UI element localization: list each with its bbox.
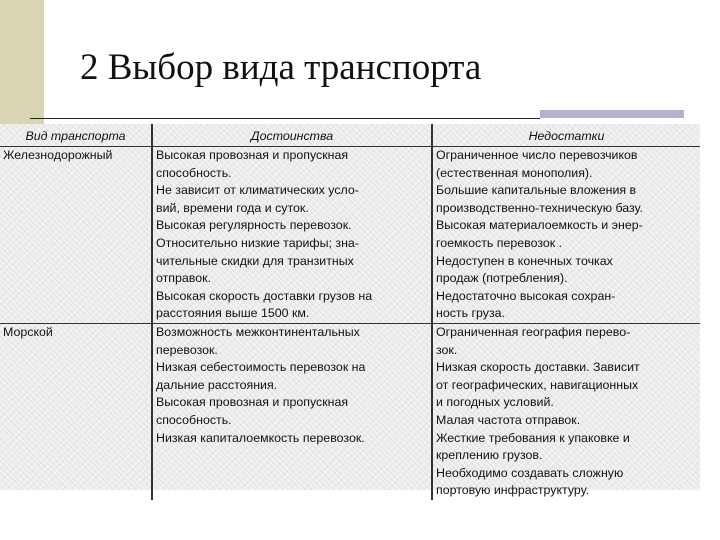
advantage-line: способность. [156,412,232,427]
disadvantage-line: Недоступен в конечных точках [436,253,613,268]
decorative-accent-bar [540,110,684,118]
disadvantage-line: Жесткие требования к упаковке и [436,430,630,445]
disadvantage-line: от географических, навигационных [436,377,639,392]
advantage-line: отправок. [156,271,211,286]
disadvantage-line: Большие капитальные вложения в [436,183,637,198]
advantage-line: расстояния выше 1500 км. [156,306,310,321]
transport-comparison-table [0,124,700,500]
comparison-table-scan [0,124,700,498]
disadvantages-cell [432,323,700,499]
disadvantage-line: креплению грузов. [436,448,543,463]
disadvantage-line: портовую инфраструктуру. [436,483,590,498]
disadvantage-line: Необходимо создавать сложную [436,465,624,480]
table-header-row [0,124,700,147]
disadvantage-line: продаж (потребления). [436,271,568,286]
header-advantages: Достоинства [152,124,432,147]
advantage-line: Низкая капиталоемкость перевозок. [156,430,365,445]
advantage-line: Не зависит от климатических усло- [156,183,359,198]
disadvantage-line: Недостаточно высокая сохран- [436,288,616,303]
disadvantage-line: зок. [436,342,458,357]
disadvantage-line: (естественная монополия). [436,165,593,180]
advantage-line: Высокая провозная и пропускная [156,395,349,410]
transport-type-cell [0,323,152,499]
header-disadvantages: Недостатки [432,124,700,147]
transport-type-label: Морской [3,324,53,339]
disadvantage-line: Низкая скорость доставки. Зависит [436,360,640,375]
transport-type-cell [0,147,152,324]
disadvantage-line: Ограниченная география перево- [436,324,631,339]
disadvantages-cell [432,147,700,324]
slide-title: 2 Выбор вида транспорта [80,47,482,88]
disadvantage-line: производственно-техническую базу. [436,200,643,215]
disadvantage-line: Высокая материалоемкость и энер- [436,218,643,233]
advantage-line: перевозок. [156,342,218,357]
table-row [0,147,700,324]
advantage-line: Низкая себестоимость перевозок на [156,360,366,375]
advantage-line: вий, времени года и суток. [156,200,309,215]
advantages-cell [152,323,432,499]
advantage-line: Высокая провозная и пропускная [156,148,349,162]
advantage-line: Относительно низкие тарифы; зна- [156,235,359,250]
transport-type-label: Железнодорожный [3,148,113,162]
disadvantage-line: гоемкость перевозок . [436,235,563,250]
advantage-line: чительные скидки для транзитных [156,253,354,268]
header-transport-type: Вид транспорта [0,124,152,147]
table-row [0,323,700,499]
disadvantage-line: Ограниченное число перевозчиков [436,148,638,162]
advantage-line: способность. [156,165,232,180]
advantage-line: Высокая регулярность перевозок. [156,218,352,233]
disadvantage-line: Малая частота отправок. [436,412,581,427]
decorative-left-bar [0,0,44,128]
title-underline [30,118,540,119]
advantage-line: Возможность межконтинентальных [156,324,360,339]
disadvantage-line: ность груза. [436,306,505,321]
advantage-line: Высокая скорость доставки грузов на [156,288,373,303]
advantage-line: дальние расстояния. [156,377,278,392]
disadvantage-line: и погодных условий. [436,395,554,410]
advantages-cell [152,147,432,324]
